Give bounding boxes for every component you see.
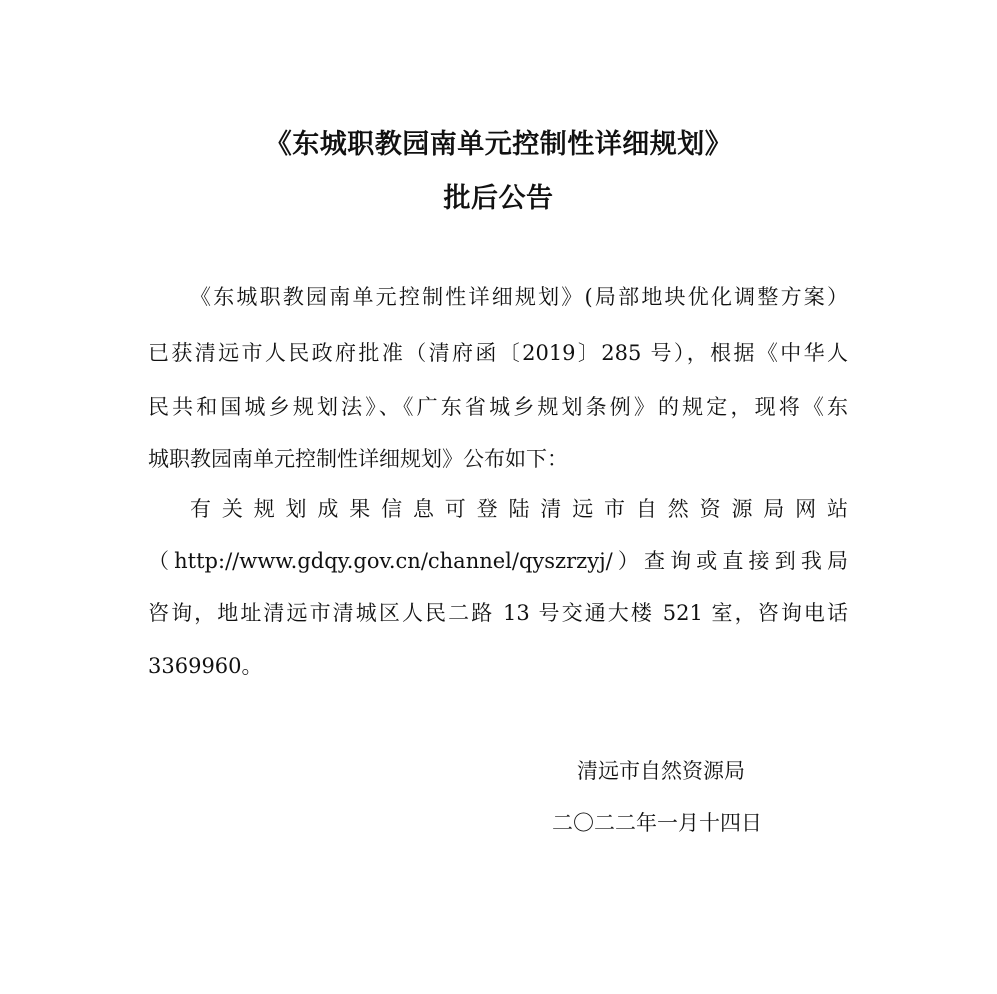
paragraph-1-line-4: 城职教园南单元控制性详细规划》公布如下：: [148, 447, 568, 471]
paragraph-1-line-3: 民共和国城乡规划法》、《广东省城乡规划条例》的规定，现将《东: [148, 395, 848, 419]
paragraph-1-line-1: 《东城职教园南单元控制性详细规划》(局部地块优化调整方案）: [190, 285, 848, 309]
document-title: 《东城职教园南单元控制性详细规划》: [264, 129, 733, 160]
document-subtitle: 批后公告: [443, 183, 554, 214]
signature-organization: 清远市自然资源局: [577, 759, 745, 783]
paragraph-2-line-3: 咨询，地址清远市清城区人民二路 13 号交通大楼 521 室，咨询电话: [148, 601, 848, 625]
paragraph-2-line-1: 有关规划成果信息可登陆清远市自然资源局网站: [190, 497, 848, 521]
paragraph-1-line-2: 已获清远市人民政府批准（清府函〔2019〕285 号），根据《中华人: [148, 341, 848, 365]
paragraph-2-line-4: 3369960。: [148, 654, 263, 678]
signature-date: 二〇二二年一月十四日: [552, 811, 762, 835]
paragraph-2-line-2: （http://www.gdqy.gov.cn/channel/qyszrzyj/）查询或直接到我局: [148, 549, 848, 573]
